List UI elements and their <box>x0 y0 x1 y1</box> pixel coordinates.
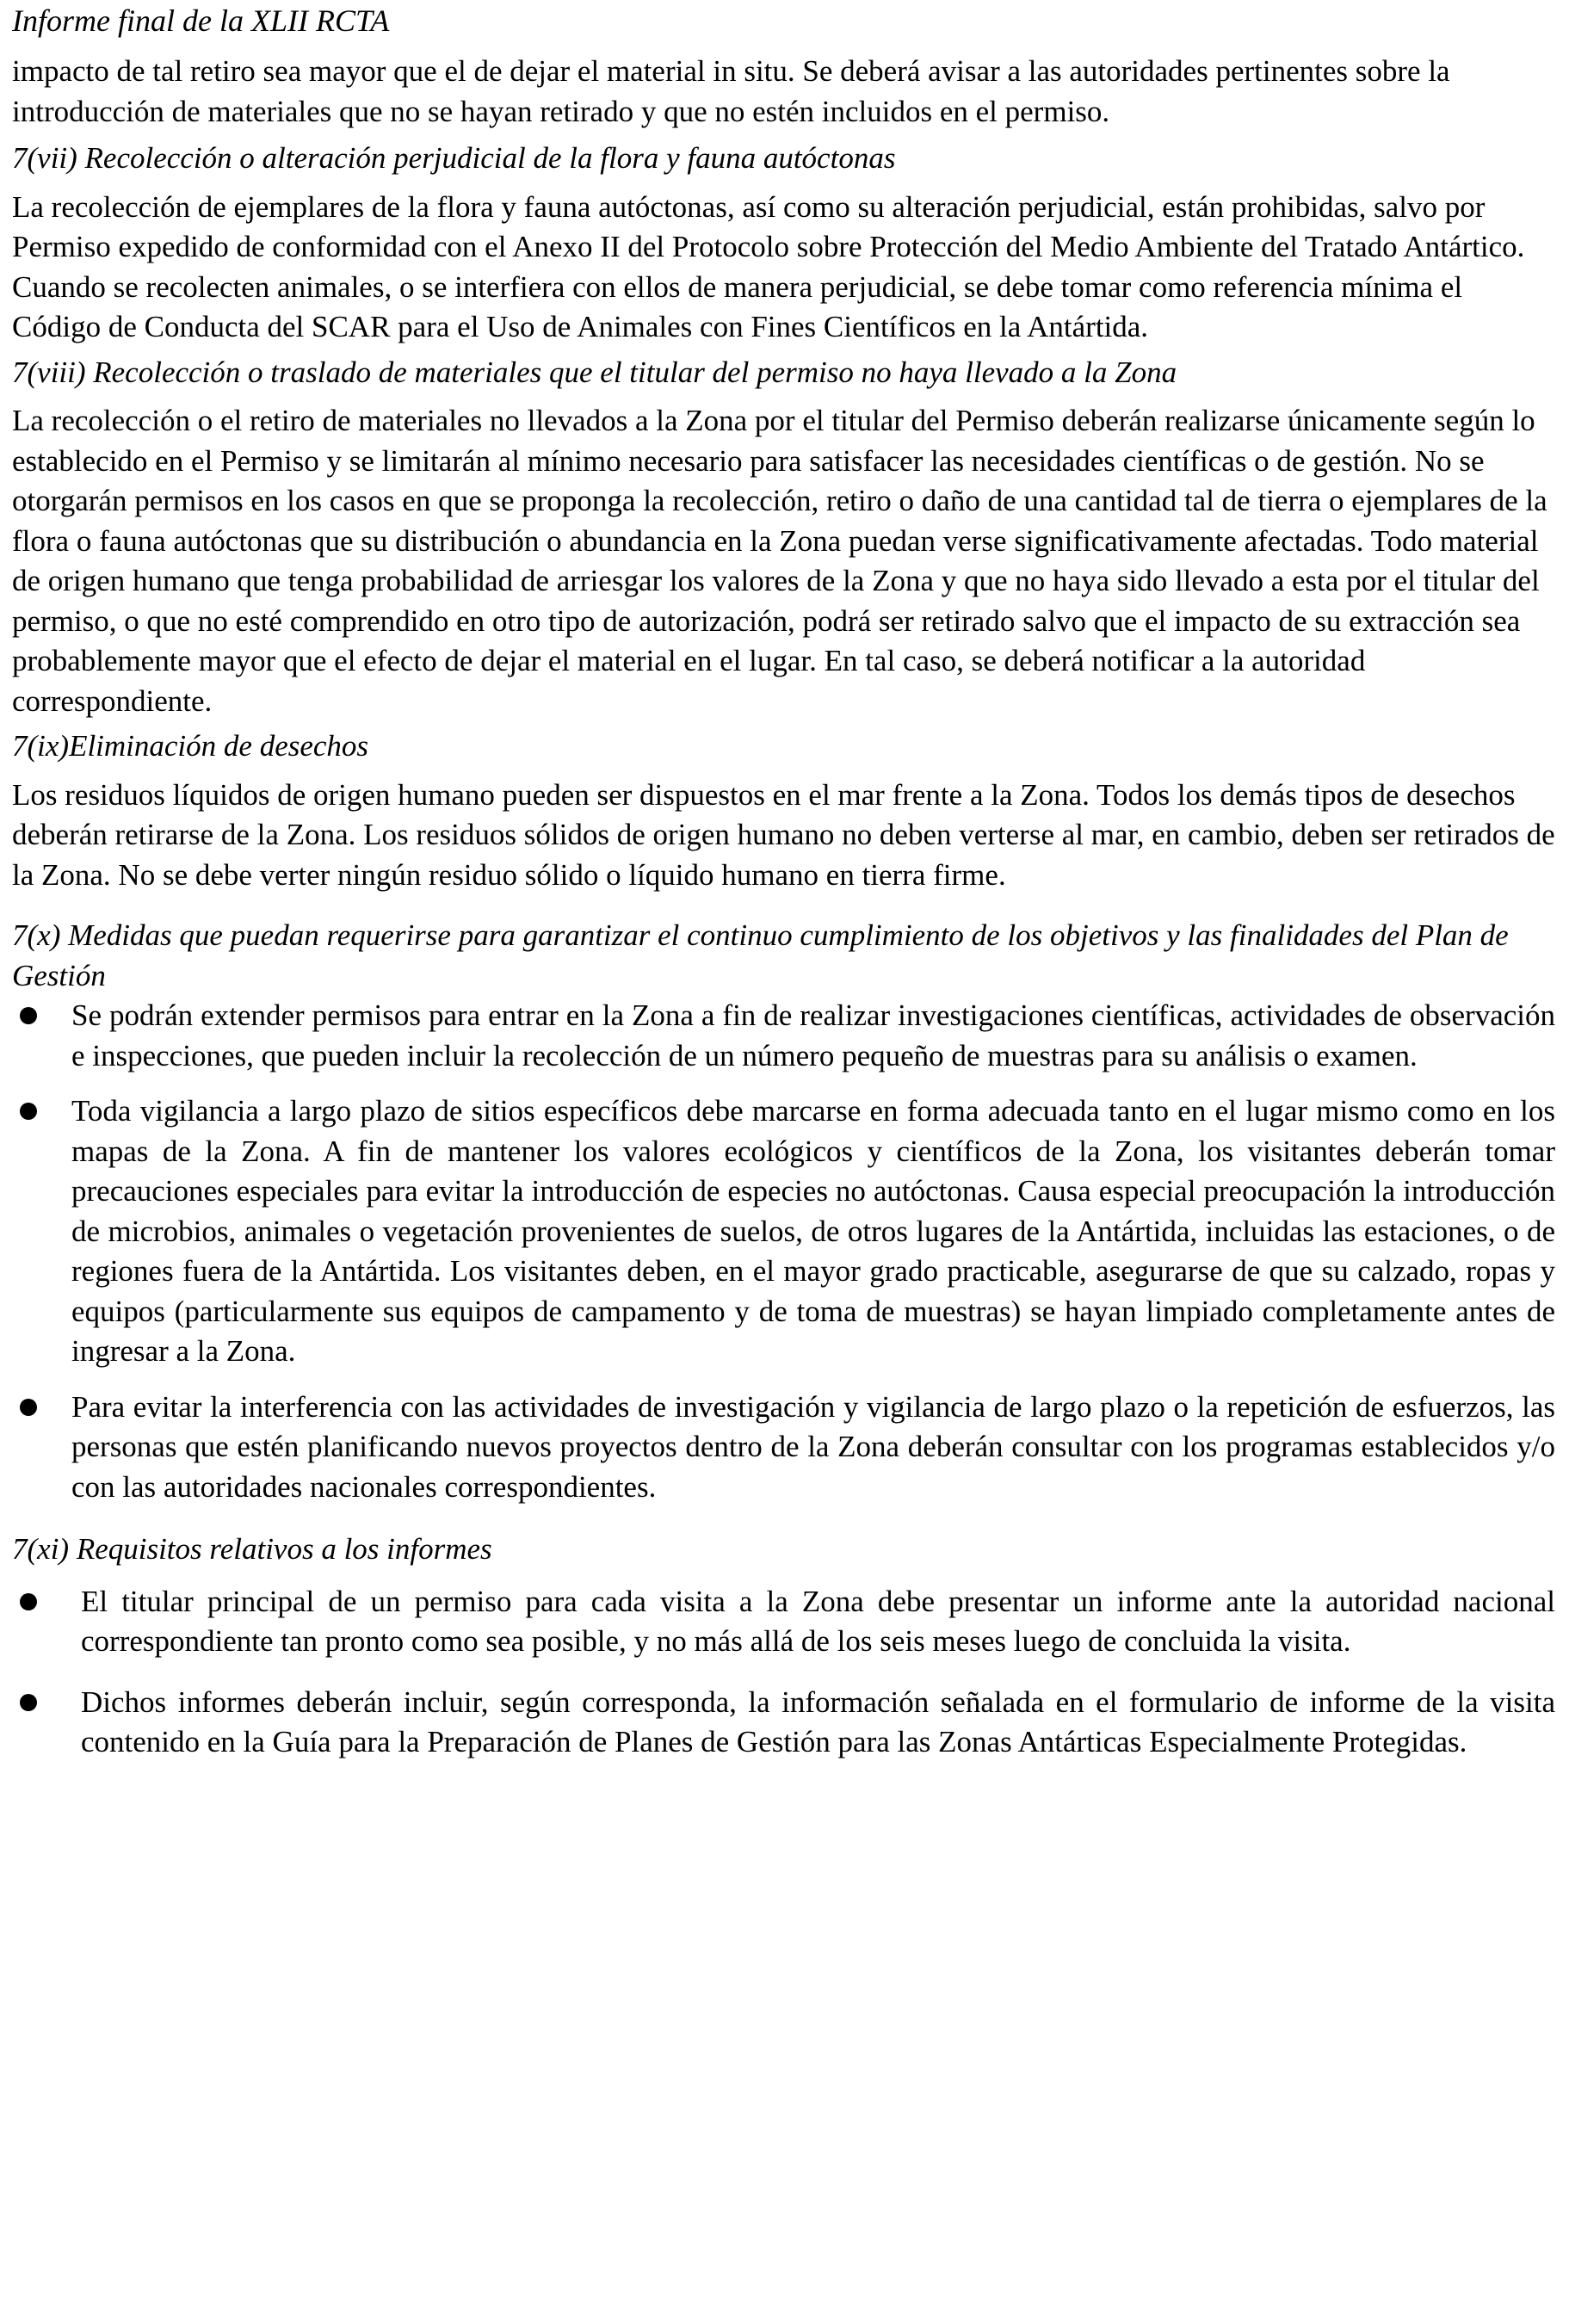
section-heading-x: 7(x) Medidas que puedan requerirse para garantizar el continuo cumplimiento de los objetivos y las finalidades del Plan de Gestión <box>12 918 1509 992</box>
list-item <box>12 996 1555 1076</box>
bullet-dot-icon <box>20 1694 37 1711</box>
bullet-dot-icon <box>20 1399 37 1416</box>
list-item-text: Dichos informes deberán incluir, según corresponda, la información señalada en el formulario de informe de la visita contenido en la Guía para la Preparación de Planes de Gestión para las Zonas Antárticas Especialmente Protegidas. <box>81 1684 1555 1758</box>
list-item-text: Se podrán extender permisos para entrar en la Zona a fin de realizar investigaciones científicas, actividades de observación e inspecciones, que pueden incluir la recolección de un número pequeño de muestras para su análisis o examen. <box>71 998 1555 1072</box>
paragraph-viii: La recolección o el retiro de materiales no llevados a la Zona por el titular del Permiso deberán realizarse únicamente según lo establecido en el Permiso y se limitarán al mínimo necesario para satisfacer las necesidades científicas o de gestión. No se otorgarán permisos en los casos en que se proponga la recolección, retiro o daño de una cantidad tal de tierra o ejemplares de la flora o fauna autóctonas que su distribución o abundancia en la Zona puedan verse significativamente afectadas. Todo material de origen humano que tenga probabilidad de arriesgar los valores de la Zona y que no haya sido llevado a esta por el titular del permiso, o que no esté comprendido en otro tipo de autorización, podrá ser retirado salvo que el impacto de su extracción sea probablemente mayor que el efecto de dejar el material en el lugar. En tal caso, se deberá notificar a la autoridad correspondiente. <box>12 404 1547 718</box>
list-item-text: Toda vigilancia a largo plazo de sitios específicos debe marcarse en forma adecuada tanto en el lugar mismo como en los mapas de la Zona. A fin de mantener los valores ecológicos y científicos de la Zona, los visitantes deberán tomar precauciones especiales para evitar la introducción de especies no autóctonas. Causa especial preocupación la introducción de microbios, animales o vegetación provenientes de suelos, de otros lugares de la Antártida, incluidas las estaciones, o de regiones fuera de la Antártida. Los visitantes deben, en el mayor grado practicable, asegurarse de que su calzado, ropas y equipos (particularmente sus equipos de campamento y de toma de muestras) se hayan limpiado completamente antes de ingresar a la Zona. <box>71 1094 1555 1368</box>
running-header: Informe final de la XLII RCTA <box>12 3 390 38</box>
list-item <box>12 1683 1555 1763</box>
bullet-list-xi <box>12 1582 1555 1763</box>
list-item <box>12 1582 1555 1662</box>
section-heading-vii: 7(vii) Recolección o alteración perjudicial de la flora y fauna autóctonas <box>12 141 896 175</box>
list-item <box>12 1388 1555 1508</box>
section-heading-ix: 7(ix)Eliminación de desechos <box>12 729 369 763</box>
list-item <box>12 1091 1555 1372</box>
paragraph-ix: Los residuos líquidos de origen humano pueden ser dispuestos en el mar frente a la Zona. Todos los demás tipos de desechos deberán retirarse de la Zona. Los residuos sólidos de origen humano no deben verterse al mar, en cambio, deben ser retirados de la Zona. No se debe verter ningún residuo sólido o líquido humano en tierra firme. <box>12 777 1555 892</box>
section-heading-viii: 7(viii) Recolección o traslado de materiales que el titular del permiso no haya llevado a la Zona <box>12 355 1177 389</box>
list-item-text: El titular principal de un permiso para cada visita a la Zona debe presentar un informe ante la autoridad nacional correspondiente tan pronto como sea posible, y no más allá de los seis meses luego de concluida la visita. <box>81 1584 1555 1658</box>
paragraph-intro: impacto de tal retiro sea mayor que el de dejar el material in situ. Se deberá avisar a las autoridades pertinentes sobre la introducción de materiales que no se hayan retirado y que no estén incluidos en el permiso. <box>12 54 1450 128</box>
section-heading-xi: 7(xi) Requisitos relativos a los informes <box>12 1532 492 1566</box>
paragraph-vii: La recolección de ejemplares de la flora y fauna autóctonas, así como su alteración perjudicial, están prohibidas, salvo por Permiso expedido de conformidad con el Anexo II del Protocolo sobre Protección del Medio Ambiente del Tratado Antártico. Cuando se recolecten animales, o se interfiera con ellos de manera perjudicial, se debe tomar como referencia mínima el Código de Conducta del SCAR para el Uso de Animales con Fines Científicos en la Antártida. <box>12 189 1525 343</box>
bullet-dot-icon <box>20 1103 37 1120</box>
list-item-text: Para evitar la interferencia con las actividades de investigación y vigilancia de largo plazo o la repetición de esfuerzos, las personas que estén planificando nuevos proyectos dentro de la Zona deberán consultar con los programas establecidos y/o con las autoridades nacionales correspondientes. <box>71 1389 1555 1504</box>
bullet-list-x <box>12 996 1555 1507</box>
bullet-dot-icon <box>20 1593 37 1610</box>
bullet-dot-icon <box>20 1007 37 1024</box>
